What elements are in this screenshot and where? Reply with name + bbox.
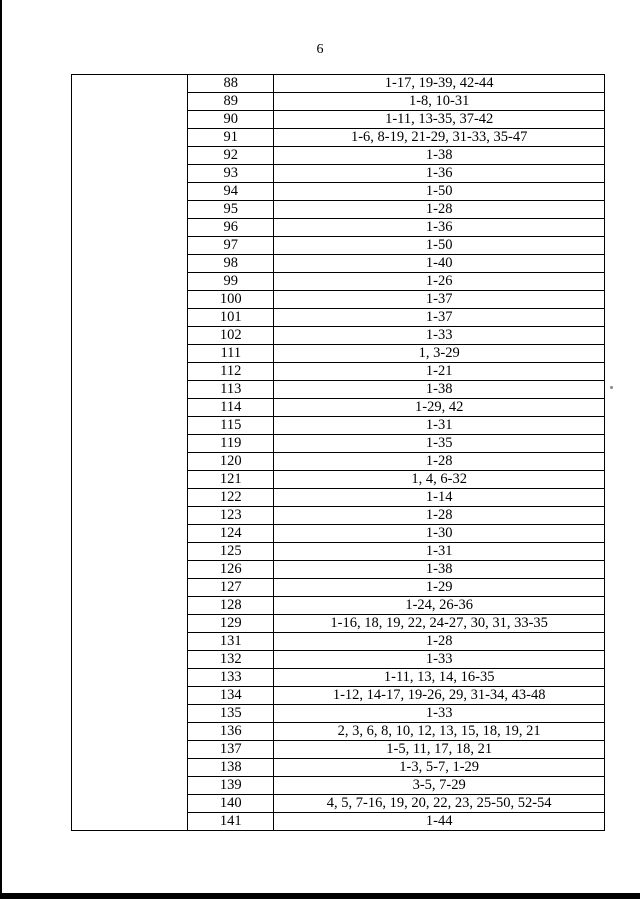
- range-cell: 1-28: [274, 507, 605, 525]
- row-number-cell: 115: [188, 417, 274, 435]
- range-cell: 1-31: [274, 543, 605, 561]
- row-number-cell: 137: [188, 741, 274, 759]
- row-number-cell: 128: [188, 597, 274, 615]
- data-table: [71, 74, 605, 831]
- scan-left-edge: [0, 0, 2, 899]
- row-number-cell: 126: [188, 561, 274, 579]
- range-cell: 1-26: [274, 273, 605, 291]
- page-number: 6: [316, 42, 324, 57]
- row-number-cell: 133: [188, 669, 274, 687]
- row-number-cell: 141: [188, 813, 274, 831]
- row-number-cell: 102: [188, 327, 274, 345]
- row-number-cell: 140: [188, 795, 274, 813]
- range-cell: 1-44: [274, 813, 605, 831]
- row-number-cell: 119: [188, 435, 274, 453]
- range-cell: 3-5, 7-29: [274, 777, 605, 795]
- range-cell: 1-14: [274, 489, 605, 507]
- row-number-cell: 97: [188, 237, 274, 255]
- range-cell: 1-24, 26-36: [274, 597, 605, 615]
- scan-speck: [610, 386, 613, 389]
- row-number-cell: 138: [188, 759, 274, 777]
- row-number-cell: 139: [188, 777, 274, 795]
- range-cell: 1, 4, 6-32: [274, 471, 605, 489]
- table-row: [72, 75, 605, 93]
- range-cell: 4, 5, 7-16, 19, 20, 22, 23, 25-50, 52-54: [274, 795, 605, 813]
- range-cell: 1-38: [274, 147, 605, 165]
- row-number-cell: 134: [188, 687, 274, 705]
- range-cell: 1-17, 19-39, 42-44: [274, 75, 605, 93]
- blank-merged-cell: [72, 75, 188, 831]
- row-number-cell: 113: [188, 381, 274, 399]
- range-cell: 1, 3-29: [274, 345, 605, 363]
- range-cell: 1-31: [274, 417, 605, 435]
- row-number-cell: 89: [188, 93, 274, 111]
- row-number-cell: 132: [188, 651, 274, 669]
- range-cell: 1-35: [274, 435, 605, 453]
- range-cell: 1-36: [274, 219, 605, 237]
- range-cell: 1-29: [274, 579, 605, 597]
- range-cell: 1-8, 10-31: [274, 93, 605, 111]
- range-cell: 1-37: [274, 309, 605, 327]
- range-cell: 1-40: [274, 255, 605, 273]
- row-number-cell: 136: [188, 723, 274, 741]
- row-number-cell: 129: [188, 615, 274, 633]
- table-body: [72, 75, 605, 831]
- range-cell: 1-36: [274, 165, 605, 183]
- range-cell: 1-16, 18, 19, 22, 24-27, 30, 31, 33-35: [274, 615, 605, 633]
- row-number-cell: 92: [188, 147, 274, 165]
- row-number-cell: 131: [188, 633, 274, 651]
- range-cell: 1-11, 13-35, 37-42: [274, 111, 605, 129]
- range-cell: 1-50: [274, 183, 605, 201]
- range-cell: 1-3, 5-7, 1-29: [274, 759, 605, 777]
- row-number-cell: 99: [188, 273, 274, 291]
- range-cell: 1-28: [274, 633, 605, 651]
- row-number-cell: 95: [188, 201, 274, 219]
- row-number-cell: 91: [188, 129, 274, 147]
- row-number-cell: 90: [188, 111, 274, 129]
- row-number-cell: 122: [188, 489, 274, 507]
- range-cell: 1-28: [274, 201, 605, 219]
- range-cell: 1-28: [274, 453, 605, 471]
- range-cell: 1-5, 11, 17, 18, 21: [274, 741, 605, 759]
- range-cell: 1-33: [274, 327, 605, 345]
- row-number-cell: 101: [188, 309, 274, 327]
- row-number-cell: 94: [188, 183, 274, 201]
- row-number-cell: 120: [188, 453, 274, 471]
- row-number-cell: 125: [188, 543, 274, 561]
- range-cell: 1-30: [274, 525, 605, 543]
- range-cell: 1-11, 13, 14, 16-35: [274, 669, 605, 687]
- row-number-cell: 127: [188, 579, 274, 597]
- row-number-cell: 111: [188, 345, 274, 363]
- range-cell: 1-12, 14-17, 19-26, 29, 31-34, 43-48: [274, 687, 605, 705]
- range-cell: 1-33: [274, 651, 605, 669]
- row-number-cell: 98: [188, 255, 274, 273]
- row-number-cell: 88: [188, 75, 274, 93]
- range-cell: 1-50: [274, 237, 605, 255]
- range-cell: 1-21: [274, 363, 605, 381]
- row-number-cell: 121: [188, 471, 274, 489]
- range-cell: 1-6, 8-19, 21-29, 31-33, 35-47: [274, 129, 605, 147]
- row-number-cell: 124: [188, 525, 274, 543]
- range-cell: 2, 3, 6, 8, 10, 12, 13, 15, 18, 19, 21: [274, 723, 605, 741]
- row-number-cell: 100: [188, 291, 274, 309]
- row-number-cell: 123: [188, 507, 274, 525]
- range-cell: 1-38: [274, 381, 605, 399]
- row-number-cell: 112: [188, 363, 274, 381]
- row-number-cell: 114: [188, 399, 274, 417]
- range-cell: 1-38: [274, 561, 605, 579]
- range-cell: 1-29, 42: [274, 399, 605, 417]
- range-cell: 1-33: [274, 705, 605, 723]
- range-cell: 1-37: [274, 291, 605, 309]
- row-number-cell: 135: [188, 705, 274, 723]
- scan-bottom-edge: [0, 893, 640, 899]
- row-number-cell: 93: [188, 165, 274, 183]
- row-number-cell: 96: [188, 219, 274, 237]
